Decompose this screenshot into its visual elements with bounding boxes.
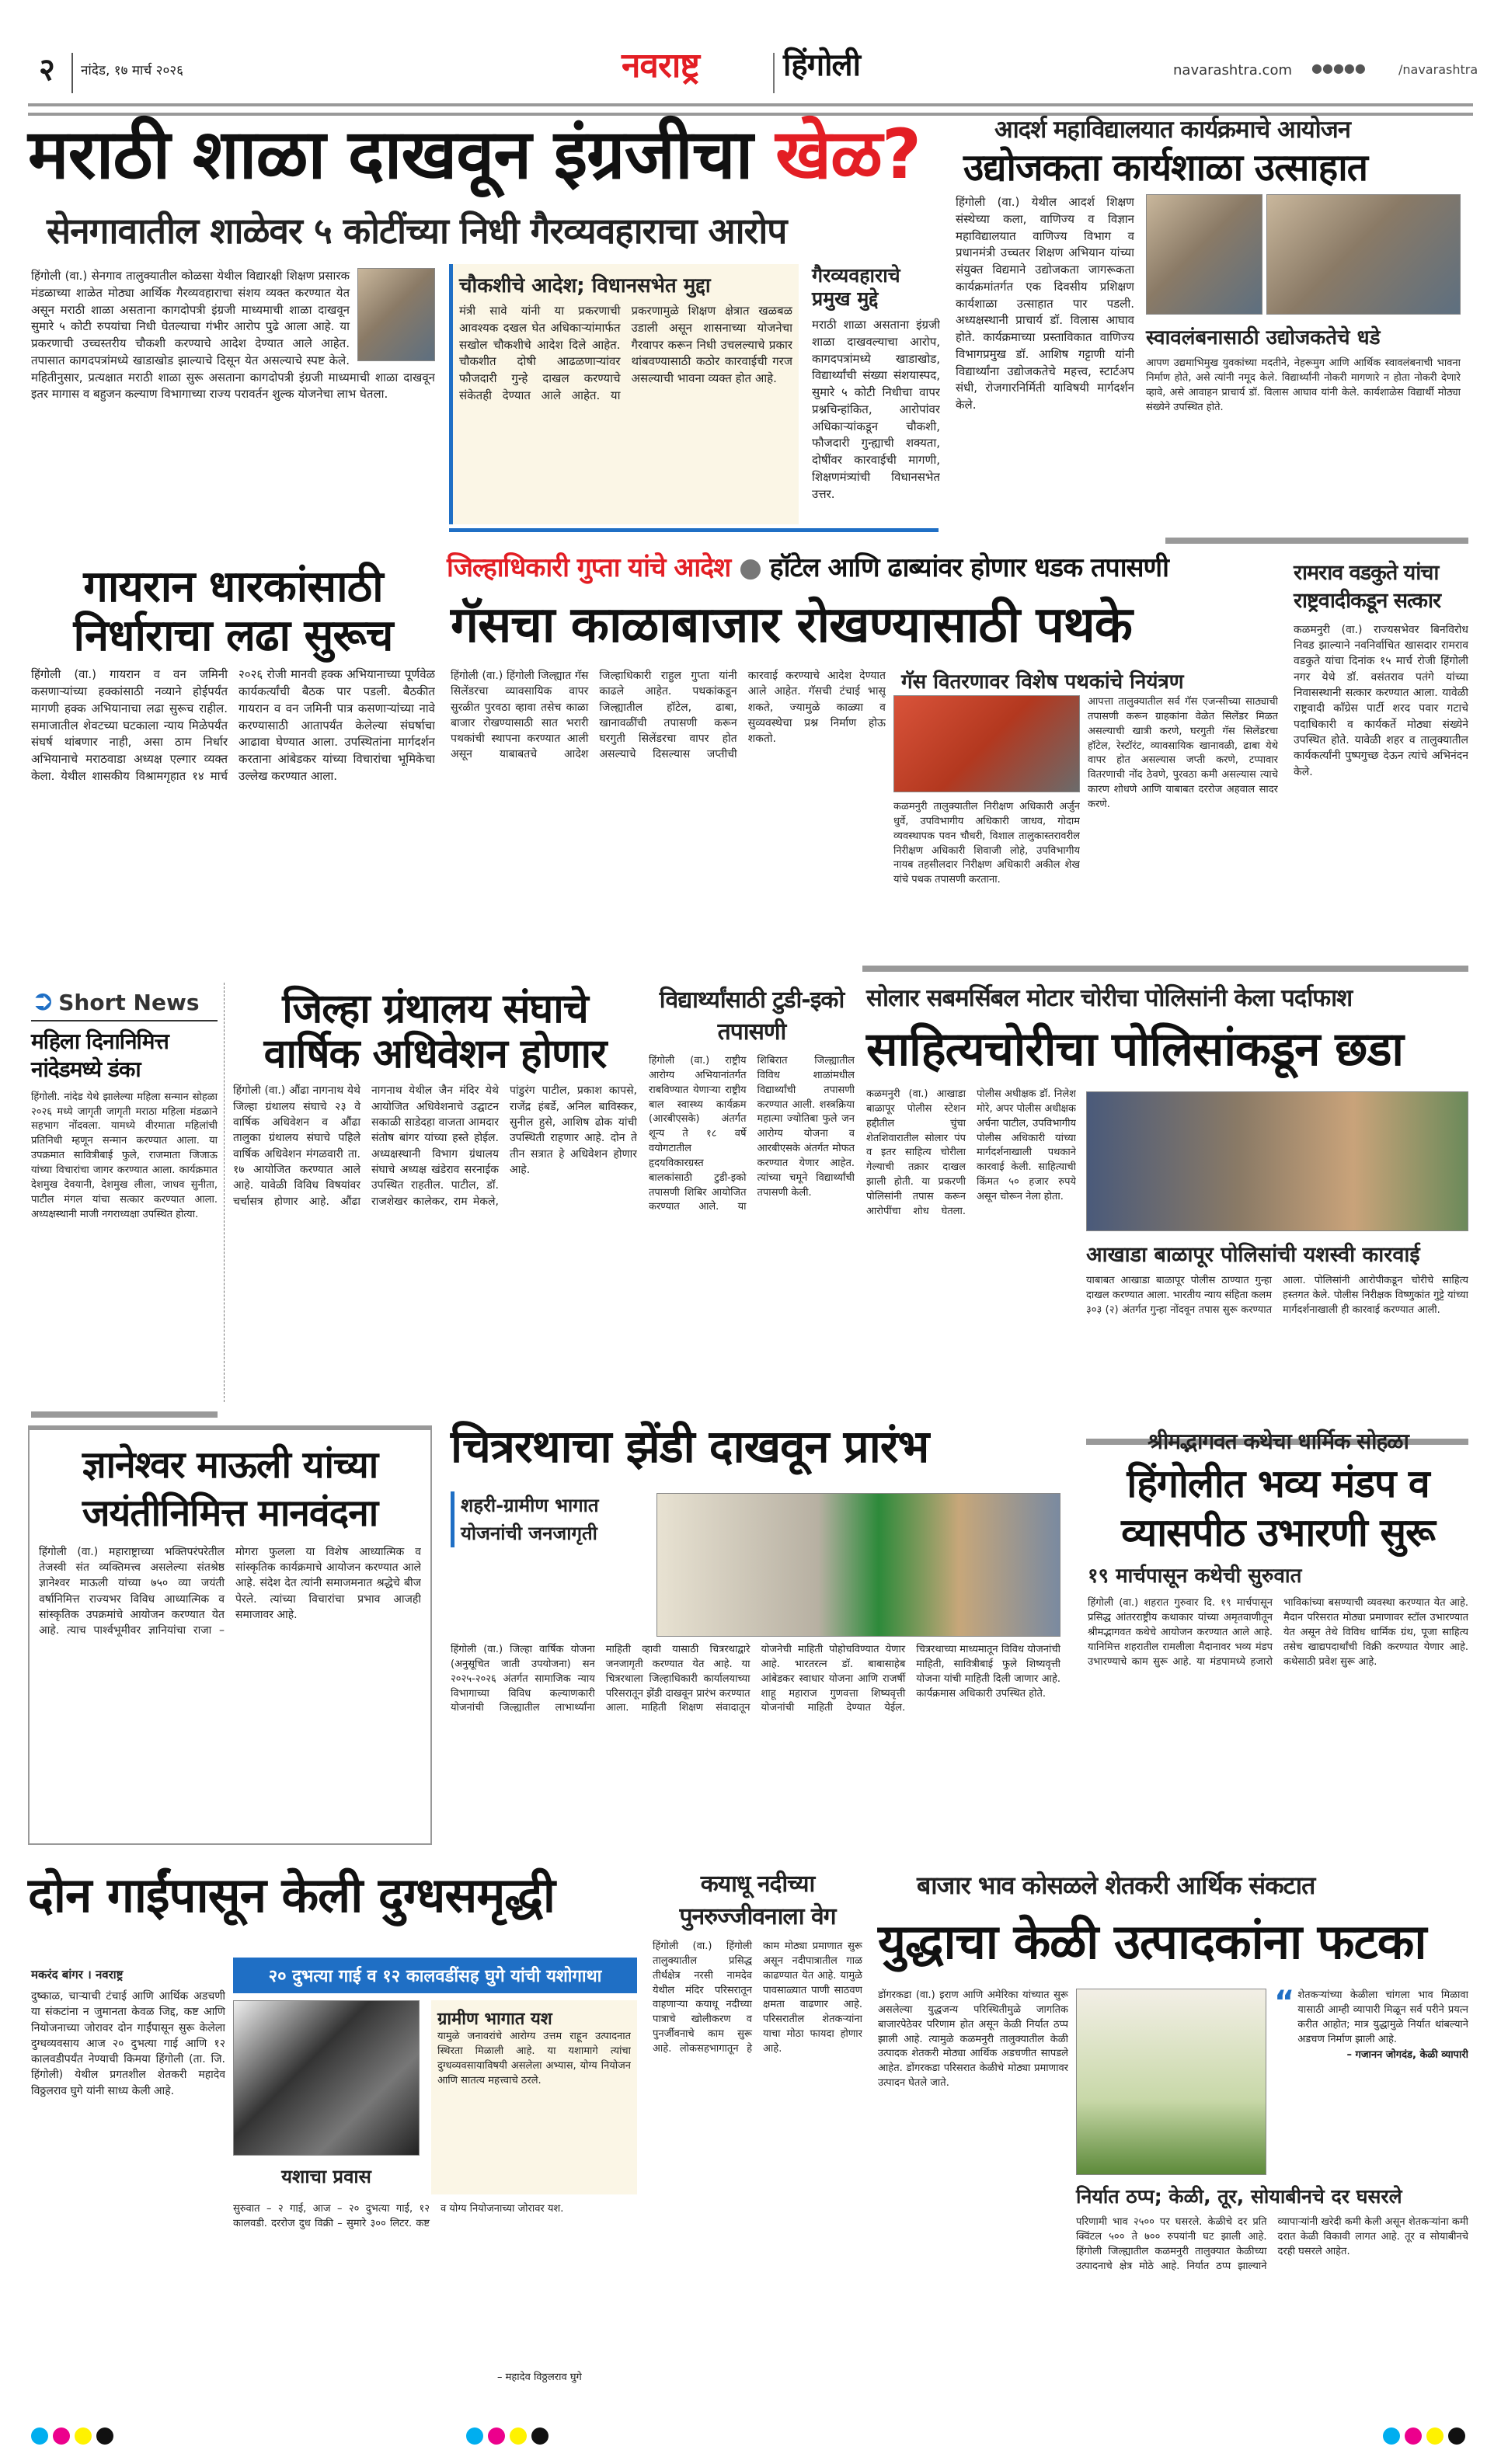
edition-name: हिंगोली (783, 47, 860, 83)
lead-photo (357, 268, 435, 361)
yuddh-body: डोंगरकडा (वा.) इराण आणि अमेरिका यांच्यात सुरू असलेल्या युद्धजन्य परिस्थितीमुळे जागतिक बाजारपेठेवर परिणाम होत असून केळी निर्यात ठप्प झाली आहे. त्यामुळे कळमनुरी तालुक्यातील केळी उत्पादक शेतकरी मोठ्या आर्थिक अडचणीत सापडले आहेत. डोंगरकडा परिसरात केळीचे मोठ्या प्रमाणावर उत्पादन घेतले जाते. (878, 1989, 1068, 2090)
kayadhu-column (653, 1868, 862, 2408)
social-icons[interactable] (1311, 61, 1366, 75)
sahitya-subhead: आखाडा बाळापूर पोलिसांची यशस्वी कारवाई (1086, 1243, 1420, 1267)
dugdh-info-box (431, 2000, 637, 2194)
inquiry-box (449, 264, 799, 524)
short-news-title: महिला दिनानिमित्त नांदेडमध्ये डंका (31, 1028, 169, 1083)
dnyaneshwar-box (28, 1425, 432, 1845)
arrow-icon: ➲ (31, 985, 55, 1017)
dugdh-credit: – महादेव विठ्ठलराव घुगे (497, 2372, 582, 2383)
lead-body: हिंगोली (वा.) सेनगाव तालुक्यातील कोळसा येथील विद्यारक्षी शिक्षण प्रसारक मंडळाच्या शाळेत मोठ्या आर्थिक गैरव्यवहाराचा संशय व्यक्त करण्यात येत असून मराठी शाळा असताना कागदोपत्री इंग्रजी माध्यमाची शाळा दाखवून सुमारे ५ कोटी रुपयांचा निधी घेतल्याचा गंभीर आरोप पुढे आला आहे. या प्रकरणाची उच्चस्तरीय चौकशी करण्याचे आदेश देण्यात आले आहेत. तपासात कागदपत्रांमध्ये खाडाखोड झाल्याचे दिसून येत असल्याचे स्पष्ट केले. महितीनुसार, प्रत्यक्षात मराठी शाळा सुरू असताना कागदोपत्री इंग्रजी माध्यमाची शाळा दाखवून इतर मागास व बहुजन कल्याण विभागाच्या राज्य परावर्तन शुल्क योजनेचा लाभ घेतला. (31, 269, 435, 402)
gas-body: हिंगोली (वा.) हिंगोली जिल्ह्यात गॅस सिलेंडरचा व्यावसायिक वापर सुरळीत पुरवठा व्हावा तसेच काळा बाजार रोखण्यासाठी सात भरारी पथकांची स्थापना करण्यात आली असून याबाबतचे आदेश जिल्हाधिकारी राहुल गुप्ता यांनी काढले आहेत. पथकांकडून जिल्ह्यातील हॉटेल, ढाबा, खानावळींची तपासणी करून घरगुती सिलेंडरचा वापर होत असल्याचे दिसल्यास जप्तीची कारवाई करण्याचे आदेश देण्यात आले आहेत. गॅसची टंचाई भासू शकते, ज्यामुळे काळ्या व सुव्यवस्थेचा प्रश्न निर्माण होऊ शकतो. (451, 670, 886, 761)
police-photo (1086, 1091, 1468, 1231)
dugdh-photo-body: सुरुवात – २ गाई, आज – २० दुभत्या गाई, १२ कालवडी. दररोज दुध विक्री – सुमारे ३०० लिटर. कष्ट व योग्य नियोजनाच्या जोरावर यश. (233, 2203, 564, 2229)
bhagwat-body: हिंगोली (वा.) शहरात गुरुवार दि. १९ मार्चपासून प्रसिद्ध आंतरराष्ट्रीय कथाकार यांच्या अमृतवाणीतून श्रीमद्भागवत कथेचे आयोजन करण्यात आले आहे. यानिमित्त शहरातील रामलीला मैदानावर भव्य मंडप उभारण्याचे काम सुरू आहे. या मंडपामध्ये हजारो भाविकांच्या बसण्याची व्यवस्था करण्यात येत आहे. मैदान परिसरात मोठ्या प्रमाणावर स्टॉल उभारण्यात येत असून तेथे विविध धार्मिक ग्रंथ, पूजा साहित्य तसेच खाद्यपदार्थांची विक्री करण्यात येणार आहे. कथेसाठी प्रवेश सुरू आहे. (1088, 1597, 1468, 1668)
youtube-icon[interactable]: ● (1343, 61, 1355, 75)
section-rule (31, 1411, 218, 1418)
granthalay-body: हिंगोली (वा.) औंढा नागनाथ येथे जिल्हा ग्रंथालय संघाचे २३ वे वार्षिक अधिवेशन व औंढा तालुका ग्रंथालय संघाचे पहिले वार्षिक अधिवेशन मंगळवारी ता. १७ आयोजित करण्यात आले आहे. यावेळी विविध विषयांवर चर्चासत्र होणार आहे. औंढा नागनाथ येथील जैन मंदिर येथे आयोजित अधिवेशनाचे उद्घाटन सकाळी साडेदहा वाजता आमदार संतोष बांगर यांच्या हस्ते होईल. अध्यक्षस्थानी विभाग ग्रंथालय संघाचे अध्यक्ष खंडेराव सरनाईक उपस्थित राहतील. पाटील, डॉ. राजशेखर कालेकर, राम मेकले, पांडुरंग पाटील, प्रकाश कापसे, राजेंद्र हंबर्डे, अनिल बाविस्कर, सुनील हुसे, आशिष ढोक यांची उपस्थिती राहणार आहे. दोन ते तीन सत्रात हे अधिवेशन होणार आहे. (233, 1084, 637, 1208)
sahitya-sub-body: याबाबत आखाडा बाळापूर पोलीस ठाण्यात गुन्हा दाखल करण्यात आला. भारतीय न्याय संहिता कलम ३०३ (२) अंतर्गत गुन्हा नोंदवून तपास सुरू करण्यात आला. पोलिसांनी आरोपीकडून चोरीचे साहित्य हस्तगत केले. पोलीस निरीक्षक विष्णुकांत गुट्टे यांच्या मार्गदर्शनाखाली ही कारवाई करण्यात आली. (1086, 1275, 1468, 1316)
short-news-label: ➲ Short News (31, 985, 218, 1021)
tudi-headline: विद्यार्थ्यांसाठी टुडी-इको तपासणी (659, 987, 845, 1046)
page-number: २ (39, 52, 55, 88)
dateline: नांदेड, १७ मार्च २०२६ (81, 63, 183, 78)
points-title: गैरव्यवहाराचे प्रमुख मुद्दे (812, 264, 900, 310)
adarsh-subhead: स्वावलंबनासाठी उद्योजकतेचे धडे (1146, 326, 1381, 350)
section-rule (1165, 538, 1468, 544)
banana-plant-photo (1076, 1989, 1266, 2175)
bhagwat-headline: हिंगोलीत भव्य मंडप व व्यासपीठ उभारणी सुरू (1121, 1461, 1435, 1555)
dugdh-box-body: यामुळे जनावरांचे आरोग्य उत्तम राहून उत्पादनात स्थिरता मिळाली आहे. या यशामागे त्यांचा दुग्धव्यवसायाविषयी असलेला अभ्यास, योग्य नियोजन आणि सातत्य महत्त्वाचे ठरले. (437, 2031, 631, 2086)
yuddh-headline: युद्धाचा केळी उत्पादकांना फटका (878, 1913, 1426, 1970)
granthalay-headline: जिल्हा ग्रंथालय संघाचे वार्षिक अधिवेशन होणार (263, 986, 607, 1078)
x-icon[interactable]: ● (1332, 61, 1344, 75)
gas-subhead: गॅस वितरणावर विशेष पथकांचे नियंत्रण (901, 670, 1184, 694)
kayadhu-body: हिंगोली (वा.) हिंगोली तालुक्यातील प्रसिद्ध तीर्थक्षेत्र नरसी नामदेव येथील मंदिर परिसरातून वाहणाऱ्या कयाधू नदीच्या पात्राचे खोलीकरण व पुनर्जीवनाचे काम सुरू आहे. लोकसहभागातून हे काम मोठ्या प्रमाणात सुरू असून नदीपात्रातील गाळ काढण्यात येत आहे. यामुळे पावसाळ्यात पाणी साठवण क्षमता वाढणार आहे. परिसरातील शेतकऱ्यांना याचा मोठा फायदा होणार आहे. (653, 1940, 862, 2055)
social-handle: /navarashtra (1398, 62, 1478, 77)
gas-cylinder-photo (893, 695, 1080, 792)
gayran-headline: गायरान धारकांसाठी निर्धाराचा लढा सुरूच (73, 562, 393, 661)
section-rule (862, 966, 1468, 972)
dnyaneshwar-body: हिंगोली (वा.) महाराष्ट्राच्या भक्तिपरंपरेतील तेजस्वी संत व्यक्तिमत्त्व असलेल्या संतश्रेष्ठ ज्ञानेश्वर माऊली यांच्या ७५० व्या जयंती वर्षानिमित्त राज्यभर विविध आध्यात्मिक व सांस्कृतिक उपक्रमांचे आयोजन करण्यात येत आहे. त्याच पार्श्वभूमीवर ज्ञानियांचा राजा – मोगरा फुलला या विशेष आध्यात्मिक व सांस्कृतिक कार्यक्रमाचे आयोजन करण्यात आले आहे. संदेश देत त्यांनी समाजमनात श्रद्धेचे बीज पेरले. त्यांच्या विचारांचा प्रभाव आजही समाजावर आहे. (39, 1545, 421, 1637)
adarsh-sub-column (1146, 322, 1461, 528)
gas-kicker: जिल्हाधिकारी गुप्ता यांचे आदेश ● हॉटेल आणि ढाब्यांवर होणार धडक तपासणी (447, 552, 1168, 583)
sahitya-kicker: सोलार सबमर्सिबल मोटार चोरीचा पोलिसांनी केला पर्दाफाश (866, 984, 1353, 1012)
inquiry-box-body: मंत्री सावे यांनी या प्रकरणाची आवश्यक दखल घेत अधिकाऱ्यांमार्फत सखोल चौकशीचे आदेश दिले आहेत. चौकशीत दोषी आढळणाऱ्यांवर फौजदारी गुन्हे दाखल करण्याचे संकेतही देण्यात आले आहेत. या प्रकरणामुळे शिक्षण क्षेत्रात खळबळ उडाली असून शासनाच्या योजनेचा गैरवापर करून निधी उचलल्याचे प्रकार थांबवण्यासाठी कठोर कारवाईची गरज असल्याची भावना व्यक्त होत आहे. (459, 304, 792, 402)
column-divider (224, 983, 225, 1402)
registration-marks-left (31, 2427, 118, 2448)
sahitya-headline: साहित्यचोरीचा पोलिसांकडून छडा (866, 1022, 1403, 1077)
website-link[interactable]: navarashtra.com (1173, 62, 1292, 78)
yuddh-quote: “ शेतकऱ्यांच्या केळीला चांगला भाव मिळावा यासाठी आम्ही व्यापारी मिळून सर्व परीने प्रयत्न करीत आहोत; मात्र युद्धामुळे निर्यात थांबल्याने अडचण निर्माण झाली आहे. – गजानन जोगदंड, केळी व्यापारी (1274, 1989, 1468, 2062)
gas-bullets: आपत्ता तालुक्यातील सर्व गॅस एजन्सीच्या साठ्याची तपासणी करून ग्राहकांना वेळेत सिलेंडर मिळत असल्याची खात्री करणे, घरगुती गॅस सिलेंडरचा हॉटेल, रेस्टॉरंट, व्यावसायिक खानावळी, ढाबा येथे वापर होत असल्यास जप्ती करणे, टप्पावार वितरणाची नोंद ठेवणे, पुरवठा कमी असल्यास त्याचे कारण शोधणे आणि याबाबत दररोज अहवाल सादर करणे. (1088, 696, 1278, 810)
sahitya-body: कळमनुरी (वा.) आखाडा बाळापूर पोलीस स्टेशन हद्दीतील चुंचा शेतशिवारातील सोलार पंप व इतर साहित्य चोरीला गेल्याची तक्रार दाखल झाली होती. या प्रकरणी पोलिसांनी तपास करून आरोपींचा शोध घेतला. पोलीस अधीक्षक डॉ. निलेश मोरे, अपर पोलीस अधीक्षक अर्चना पाटील, उपविभागीय पोलीस अधिकारी यांच्या मार्गदर्शनाखाली पथकाने कारवाई केली. साहित्याची किंमत ५० हजार रुपये असून चोरून नेला होता. (866, 1088, 1076, 1217)
adarsh-kicker: आदर्श महाविद्यालयात कार्यक्रमाचे आयोजन (994, 116, 1350, 144)
dugdh-photo-caption: यशाचा प्रवास (281, 2166, 371, 2187)
registration-marks-center (466, 2427, 553, 2448)
tudi-column (649, 985, 855, 1406)
lead-subhead: सेनगावातील शाळेवर ५ कोटींच्या निधी गैरव्यवहाराचा आरोप (47, 210, 787, 252)
lead-headline: मराठी शाळा दाखवून इंग्रजीचा खेळ? (28, 114, 921, 194)
dugdh-headline: दोन गाईंपासून केली दुग्धसमृद्धी (28, 1867, 555, 1923)
yuddh-sub-column (1076, 2183, 1468, 2408)
yuddh-sub-body: परिणामी भाव २५०० पर घसरले. केळीचे दर प्रति क्विंटल ५०० ते ७०० रुपयांनी घट झाली आहे. हिंगोली जिल्ह्यातील कळमनुरी तालुक्यात केळीच्या उत्पादनाचे क्षेत्र मोठे आहे. निर्यात ठप्प झाल्याने व्यापाऱ्यांनी खरेदी कमी केली असून शेतकऱ्यांना कमी दरात केळी विकावी लागत आहे. तूर व सोयाबीनचे दरही घसरले आहेत. (1076, 2216, 1468, 2272)
adarsh-body: हिंगोली (वा.) येथील आदर्श शिक्षण संस्थेच्या कला, वाणिज्य व विज्ञान महाविद्यालयात वाणिज्य विभाग व प्रधानमंत्री उच्चतर शिक्षण अभियान यांच्या संयुक्त विद्यमाने उद्योजकता जागरूकता कार्यक्रमांतर्गत एक दिवसीय प्रशिक्षण कार्यशाळा उत्साहात पार पडली. अध्यक्षस्थानी प्राचार्य डॉ. विलास आघाव होते. कार्यक्रमाच्या प्रस्ताविकात वाणिज्य विभागप्रमुख डॉ. आशिष गट्टाणी यांनी विद्यार्थ्यांना उद्योजकतेचे महत्त्व, स्टार्टअप संधी, रोजगारनिर्मिती याविषयी मार्गदर्शन केले. (956, 195, 1134, 412)
dugdh-byline: मकरंद बांगर । नवराष्ट्र (31, 1968, 124, 1982)
adarsh-headline: उद्योजकता कार्यशाळा उत्साहात (963, 146, 1367, 190)
dugdh-box-title: ग्रामीण भागात यश (437, 2010, 552, 2029)
bhagwat-column (1088, 1429, 1468, 1845)
lead-body-wrap (31, 268, 435, 528)
chitrarath-body: हिंगोली (वा.) जिल्हा वार्षिक योजना (अनुसूचित जाती उपयोजना) सन २०२५-२०२६ अंतर्गत सामाजिक न्याय विभागाच्या विविध कल्याणकारी योजनांची जिल्ह्यातील लाभार्थ्यांना माहिती व्हावी यासाठी चित्ररथाद्वारे जनजागृती करण्यात येत आहे. या चित्ररथाला जिल्हाधिकारी कार्यालयाच्या परिसरातून झेंडी दाखवून प्रारंभ करण्यात आला. माहिती शिक्षण संवादातून योजनेची माहिती पोहोचविण्यात येणार आहे. भारतरत्न डॉ. बाबासाहेब आंबेडकर स्वाधार योजना आणि राजर्षी शाहू महाराज गुणवत्ता शिष्यवृत्ती योजनांची माहिती देण्यात येईल. चित्ररथाच्या माध्यमातून विविध योजनांची माहिती, सावित्रीबाई फुले शिष्यवृत्ती योजना यांची माहिती दिली जाणार आहे. कार्यक्रमास अधिकारी उपस्थित होते. (451, 1644, 1060, 1714)
cow-photo (233, 2000, 420, 2156)
kayadhu-headline: कयाधू नदीच्या पुनरुज्जीवनाला वेग (679, 1871, 836, 1930)
brand-logo: नवराष्ट्र (622, 46, 699, 85)
ramrao-column (1294, 559, 1468, 963)
instagram-icon[interactable]: ● (1322, 61, 1333, 75)
yuddh-kicker: बाजार भाव कोसळले शेतकरी आर्थिक संकटात (917, 1871, 1315, 1900)
granthalay-column (233, 987, 637, 1406)
blue-rule (449, 528, 939, 532)
points-column (812, 264, 940, 524)
chitrarath-headline: चित्ररथाचा झेंडी दाखवून प्रारंभ (451, 1420, 929, 1473)
gas-headline: गॅसचा काळाबाजार रोखण्यासाठी पथके (451, 597, 1132, 654)
divider (71, 53, 73, 93)
bhagwat-subhead: १९ मार्चपासून कथेची सुरुवात (1088, 1564, 1302, 1589)
divider (773, 53, 775, 93)
chitrarath-photo (656, 1493, 1060, 1637)
linkedin-icon[interactable]: ● (1354, 61, 1366, 75)
quote-icon: “ (1274, 1989, 1295, 2020)
short-news-column (31, 985, 218, 1401)
adarsh-photo-1 (1146, 194, 1262, 315)
tudi-body: हिंगोली (वा.) राष्ट्रीय आरोग्य अभियानांतर्गत राबविण्यात येणाऱ्या राष्ट्रीय बाल स्वास्थ्य कार्यक्रम (आरबीएसके) अंतर्गत शून्य ते १८ वर्षे वयोगटातील हृदयविकारग्रस्त बालकांसाठी टुडी-इको तपासणी शिबिर आयोजित करण्यात आले. या शिबिरात जिल्ह्यातील विविध शाळांमधील विद्यार्थ्यांची तपासणी करण्यात आली. शस्त्रक्रिया महात्मा ज्योतिबा फुले जन आरोग्य योजना व आरबीएसके अंतर्गत मोफत करण्यात येणार आहेत. त्यांच्या चमूने विद्यार्थ्यांची तपासणी केली. (649, 1055, 855, 1213)
gayran-column (31, 563, 435, 963)
short-news-body: हिंगोली. नांदेड येथे झालेल्या महिला सन्मान सोहळा २०२६ मध्ये जागृती जागृती मराठा महिला मंडळाने सहभाग नोंदवला. यामध्ये वीरमाता महिलांची प्रतिनिधी म्हणून सन्मान करण्यात आला. या उपक्रमात सावित्रीबाई फुले, राजमाता जिजाऊ यांच्या विचारांचा जागर करण्यात आला. कार्यक्रमात देशमुख देवयानी, देशमुख लीला, जाधव सुनीता, पाटील मंगल यांचा सत्कार करण्यात आला. अध्यक्षस्थानी माजी नगराध्यक्षा उपस्थित होत्या. (31, 1091, 218, 1220)
page-header (31, 46, 1478, 101)
dugdh-banner: २० दुभत्या गाई व १२ कालवडींसह घुगे यांची यशोगाथा (233, 1958, 637, 1993)
points-body: मराठी शाळा असताना इंग्रजी शाळा दाखवल्याचा आरोप, कागदपत्रांमध्ये खाडाखोड, विद्यार्थ्यांची संख्या संशयास्पद, सुमारे ५ कोटी निधीचा वापर प्रश्नचिन्हांकित, आरोपांवर अधिकाऱ्यांकडून चौकशी, फौजदारी गुन्ह्याची शक्यता, दोषींवर कारवाईची मागणी, शिक्षणमंत्र्यांची विधानसभेत उत्तर. (812, 318, 940, 501)
dugdh-body: दुष्काळ, चाऱ्याची टंचाई आणि आर्थिक अडचणी या संकटांना न जुमानता केवळ जिद्द, कष्ट आणि नियोजनाच्या जोरावर दोन गाईंपासून सुरू केलेला दुग्धव्यवसाय आज २० दुभत्या गाई आणि १२ कालवडीपर्यंत नेण्याची किमया हिंगोली (ता. जि. हिंगोली) येथील प्रगतशील शेतकरी महादेव विठ्ठलराव घुगे यांनी साध्य केली आहे. (31, 1990, 225, 2097)
adarsh-photo-2 (1266, 194, 1461, 315)
sahitya-sub-column (1086, 1239, 1468, 1414)
registration-marks-right (1383, 2427, 1470, 2448)
facebook-icon[interactable]: ● (1311, 61, 1322, 75)
ramrao-headline: रामराव वडकुते यांचा राष्ट्रवादीकडून सत्कार (1294, 561, 1441, 614)
bhagwat-kicker: श्रीमद्भागवत कथेचा धार्मिक सोहळा (1148, 1429, 1409, 1454)
dnyaneshwar-headline: ज्ञानेश्वर माऊली यांच्या जयंतीनिमित्त मानवंदना (82, 1443, 378, 1536)
inquiry-box-title: चौकशीचे आदेश; विधानसभेत मुद्दा (459, 274, 711, 298)
dugdh-left-column (31, 1967, 225, 2408)
yuddh-subhead: निर्यात ठप्प; केळी, तूर, सोयाबीनचे दर घसरले (1076, 2185, 1402, 2208)
gas-caption: कळमनुरी तालुक्यातील निरीक्षण अधिकारी अर्जुन धुर्वे, उपविभागीय अधिकारी जाधव, गोदाम व्यवस्थापक पवन चौधरी, विशाल तालुकास्तरावरील निरीक्षण अधिकारी शिवाजी लोहे, उपविभागीय नायब तहसीलदार निरीक्षण अधिकारी अकील शेख यांचे पथक तपासणी करताना. (893, 801, 1080, 886)
ramrao-body: कळमनुरी (वा.) राज्यसभेवर बिनविरोध निवड झाल्याने नवनिर्वाचित खासदार रामराव वडकुते यांचा दिनांक १५ मार्च रोजी हिंगोली नगर येथे डॉ. वसंतराव पतंगे यांच्या निवासस्थानी सत्कार करण्यात आला. यावेळी राष्ट्रवादी काँग्रेस पार्टी शरद पवार गटाचे पदाधिकारी व कार्यकर्ते मोठ्या संख्येने उपस्थित होते. यावेळी शहर व तालुक्यातील कार्यकर्त्यांनी पुष्पगुच्छ देऊन त्यांचे अभिनंदन केले. (1294, 623, 1468, 778)
chitrarath-box: शहरी-ग्रामीण भागात योजनांची जनजागृती (451, 1491, 637, 1547)
adarsh-sub-body: आपण उद्यमाभिमुख युवकांच्या मदतीने, नेहरूमुग आणि आर्थिक स्वावलंबनाची भावना निर्माण होते, असे त्यांनी नमूद केले. विद्यार्थ्यांनी नोकरी मागणारे न होता नोकरी देणारे व्हावे, असे आवाहन प्राचार्य डॉ. विलास आघाव यांनी केले. कार्यशाळेस विद्यार्थी मोठ्या संख्येने उपस्थित होते. (1146, 357, 1461, 413)
gayran-body: हिंगोली (वा.) गायरान व वन जमिनी कसणाऱ्यांच्या हक्कांसाठी नव्याने होईपर्यंत मागणी हक्क अभियानाचा लढा सुरूच राहील. समाजातील शेवटच्या घटकाला न्याय मिळेपर्यंत संघर्ष थांबणार नाही, असा ठाम निर्धार अभियानाचे मराठवाडा अध्यक्ष एल्गार व्यक्त केला. येथील शासकीय विश्रामगृहात १४ मार्च २०२६ रोजी मानवी हक्क अभियानाच्या पूर्णवेळ कार्यकर्त्यांची बैठक पार पडली. बैठकीत गायरान व वन जमिनी पात्र कसणाऱ्यांच्या नावे करण्यासाठी आतापर्यंत केलेल्या संघर्षाचा आढावा घेण्यात आला. उपस्थितांना मार्गदर्शन करताना आंबेडकर यांच्या विचारांचा भूमिकेचा उल्लेख करण्यात आला. (31, 667, 435, 783)
